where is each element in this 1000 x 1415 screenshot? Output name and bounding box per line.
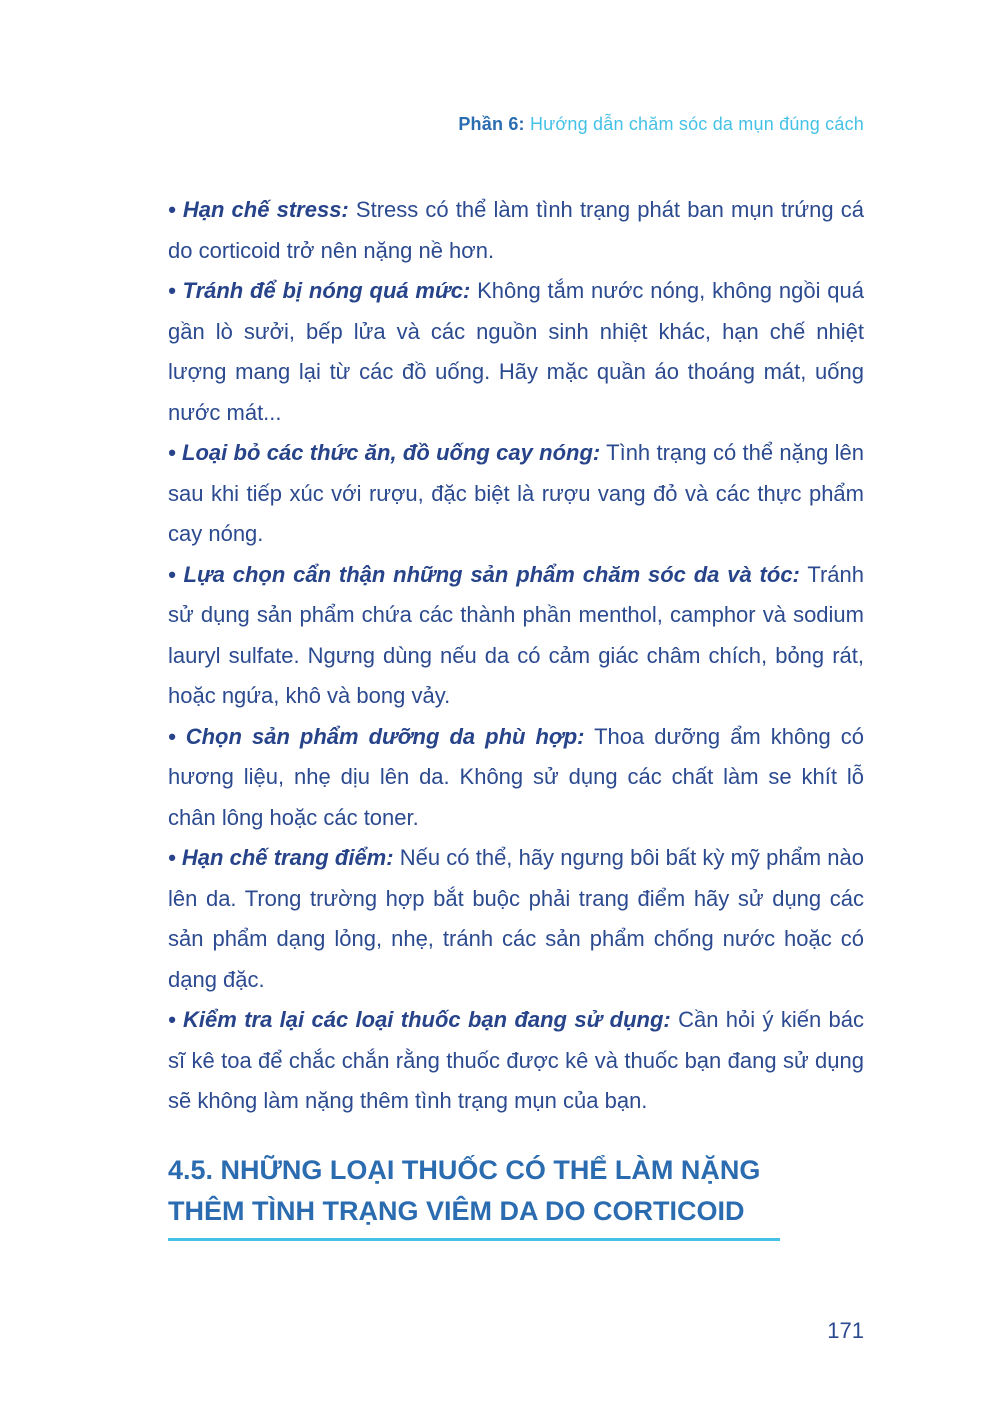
list-item-lead: • Lựa chọn cẩn thận những sản phẩm chăm sóc da và tóc: bbox=[168, 561, 800, 587]
list-item-moisturizer bbox=[168, 717, 864, 839]
list-item-text: Stress có thể làm tình trạng phát ban mụn trứng cá do corticoid trở nên nặng nề hơn. bbox=[168, 197, 864, 263]
list-item-stress bbox=[168, 190, 864, 271]
list-item-medication bbox=[168, 1000, 864, 1122]
list-item-text: Nếu có thể, hãy ngưng bôi bất kỳ mỹ phẩm nào lên da. Trong trường hợp bắt buộc phải trang điểm hãy sử dụng các sản phẩm dạng lỏng, nhẹ, tránh các sản phẩm chống nước hoặc có dạng đặc. bbox=[168, 845, 865, 992]
list-item-heat bbox=[168, 271, 864, 433]
list-item-lead: • Loại bỏ các thức ăn, đồ uống cay nóng: bbox=[168, 440, 601, 465]
page-number: 171 bbox=[827, 1318, 864, 1343]
list-item-text: Thoa dưỡng ẩm không có hương liệu, nhẹ dịu lên da. Không sử dụng các chất làm se khít lỗ chân lông hoặc các toner. bbox=[168, 723, 864, 830]
running-header-part: Phần 6: bbox=[458, 114, 525, 134]
list-item-care-products bbox=[168, 555, 864, 717]
body-text bbox=[168, 190, 864, 1122]
list-item-lead: • Hạn chế stress: bbox=[168, 197, 349, 222]
list-item-lead: • Chọn sản phẩm dưỡng da phù hợp: bbox=[168, 723, 585, 749]
list-item-text: Tình trạng có thể nặng lên sau khi tiếp xúc với rượu, đặc biệt là rượu vang đỏ và các thực phẩm cay nóng. bbox=[168, 440, 864, 546]
list-item-text: Tránh sử dụng sản phẩm chứa các thành phần menthol, camphor và sodium lauryl sulfate. Ngưng dùng nếu da có cảm giác châm chích, bỏng rát, hoặc ngứa, khô và bong vảy. bbox=[168, 561, 864, 708]
list-item-makeup bbox=[168, 838, 864, 1000]
list-item-text: Cần hỏi ý kiến bác sĩ kê toa để chắc chắn rằng thuốc được kê và thuốc bạn đang sử dụng sẽ không làm nặng thêm tình trạng mụn của bạn. bbox=[168, 1007, 864, 1113]
section-heading: 4.5. NHỮNG LOẠI THUỐC CÓ THỂ LÀM NẶNG THÊM TÌNH TRẠNG VIÊM DA DO CORTICOID bbox=[168, 1150, 780, 1241]
running-header bbox=[458, 114, 864, 135]
list-item-text: Không tắm nước nóng, không ngồi quá gần lò sưởi, bếp lửa và các nguồn sinh nhiệt khác, hạn chế nhiệt lượng mang lại từ các đồ uống. Hãy mặc quần áo thoáng mát, uống nước mát... bbox=[168, 278, 864, 425]
list-item-spicy-food bbox=[168, 433, 864, 555]
list-item-lead: • Hạn chế trang điểm: bbox=[168, 845, 394, 870]
running-header-chapter: Hướng dẫn chăm sóc da mụn đúng cách bbox=[529, 114, 864, 134]
list-item-lead: • Kiểm tra lại các loại thuốc bạn đang sử dụng: bbox=[168, 1007, 671, 1032]
list-item-lead: • Tránh để bị nóng quá mức: bbox=[168, 278, 471, 303]
